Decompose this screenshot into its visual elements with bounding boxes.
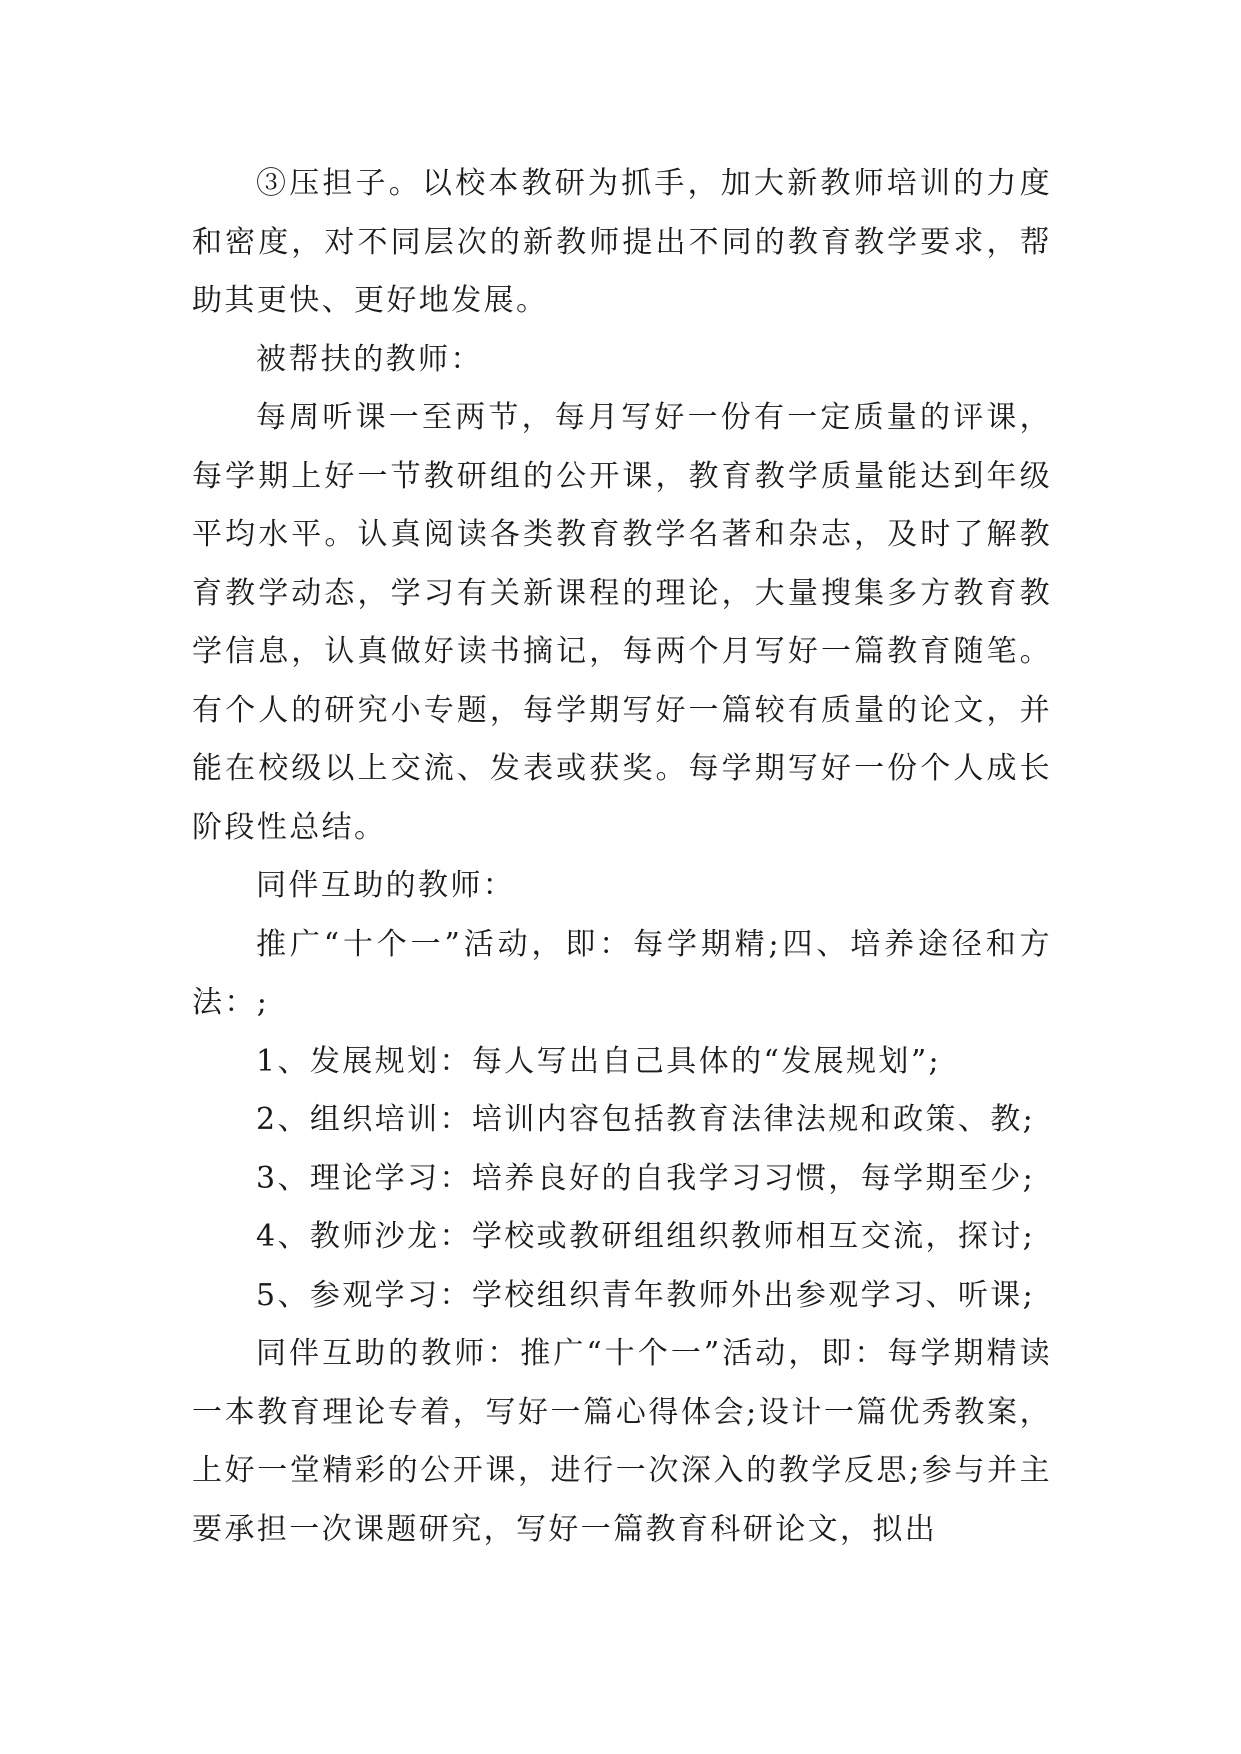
paragraph-ten-ones-activity: 推广“十个一”活动，即：每学期精;四、培养途径和方法：; xyxy=(192,926,1052,1020)
paragraph-heading-peer-teachers: 同伴互助的教师： xyxy=(256,868,516,903)
list-item-development-plan: 1、发展规划：每人写出自己具体的“发展规划”; xyxy=(256,1043,942,1079)
paragraph-pressure-burden: ③压担子。以校本教研为抓手，加大新教师培训的力度和密度，对不同层次的新教师提出不同的教育教学要求，帮助其更快、更好地发展。 xyxy=(192,166,1052,318)
list-item-organized-training: 2、组织培训：培训内容包括教育法律法规和政策、教; xyxy=(256,1102,1036,1137)
paragraph-assisted-teacher-requirements: 每周听课一至两节，每月写好一份有一定质量的评课，每学期上好一节教研组的公开课，教育教学质量能达到年级平均水平。认真阅读各类教育教学名著和杂志，及时了解教育教学动态，学习有关新课程的理论，大量搜集多方教育教学信息，认真做好读书摘记，每两个月写好一篇教育随笔。有个人的研究小专题，每学期写好一篇较有质量的论文，并能在校级以上交流、发表或获奖。每学期写好一份个人成长阶段性总结。 xyxy=(192,400,1052,845)
paragraph-peer-teachers-details: 同伴互助的教师：推广“十个一”活动，即：每学期精读一本教育理论专着，写好一篇心得体会;设计一篇优秀教案，上好一堂精彩的公开课，进行一次深入的教学反思;参与并主要承担一次课题研究，写好一篇教育科研论文，拟出 xyxy=(192,1336,1052,1547)
list-item-theory-study: 3、理论学习：培养良好的自我学习习惯，每学期至少; xyxy=(256,1160,1036,1196)
list-item-visit-study: 5、参观学习：学校组织青年教师外出参观学习、听课; xyxy=(256,1277,1036,1313)
paragraph-heading-assisted-teachers: 被帮扶的教师： xyxy=(256,341,483,377)
list-item-teacher-salon: 4、教师沙龙：学校或教研组组织教师相互交流，探讨; xyxy=(256,1219,1036,1254)
document-body xyxy=(192,155,1052,1559)
